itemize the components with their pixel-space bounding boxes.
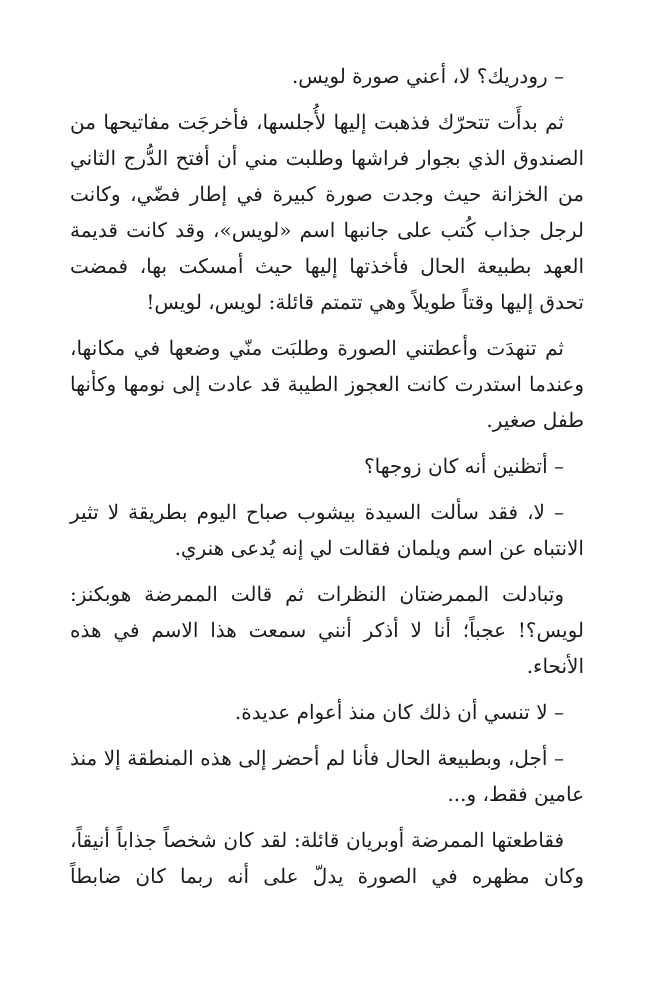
narrative-paragraph: فقاطعتها الممرضة أوبريان قائلة: لقد كان شخصاً جذاباً أنيقاً، وكان مظهره في الصورة يدلّ على أنه ربما كان ضابطاً [70, 828, 584, 888]
dialogue-line: – لا، فقد سألت السيدة بيشوب صباح اليوم بطريقة لا تثير الانتباه عن اسم ويلمان فقالت لي إنه يُدعى هنري. [70, 500, 584, 560]
narrative-paragraph: ثم بدأَت تتحرّك فذهبت إليها لأُجلسها، فأخرجَت مفاتيحها من الصندوق الذي بجوار فراشها وطلبت مني أن أفتح الدُّرج الثاني من الخزانة حيث وجدت صورة كبيرة في إطار فضّي، وكانت لرجل جذاب كُتب على جانبها اسم «لويس»، وقد كانت قديمة العهد بطبيعة الحال فأخذتها إليها حيث أمسكت بها، فمضت تحدق إليها وقتاً طويلاً وهي تتمتم قائلة: لويس، لويس! [70, 110, 584, 314]
narrative-paragraph: وتبادلت الممرضتان النظرات ثم قالت الممرضة هوبكنز: لويس؟! عجباً؛ أنا لا أذكر أنني سمعت هذا الاسم في هذه الأنحاء. [70, 582, 584, 678]
dialogue-line: – أجل، وبطبيعة الحال فأنا لم أحضر إلى هذه المنطقة إلا منذ عامين فقط، و... [70, 746, 584, 806]
dialogue-line: – لا تنسي أن ذلك كان منذ أعوام عديدة. [234, 700, 564, 724]
narrative-paragraph: ثم تنهدَت وأعطتني الصورة وطلبَت منّي وضعها في مكانها، وعندما استدرت كانت العجوز الطيبة قد عادت إلى نومها وكأنها طفل صغير. [70, 336, 584, 432]
dialogue-line: – رودريك؟ لا، أعني صورة لويس. [291, 64, 564, 88]
dialogue-line: – أتظنين أنه كان زوجها؟ [363, 454, 564, 478]
page-body [70, 58, 584, 894]
